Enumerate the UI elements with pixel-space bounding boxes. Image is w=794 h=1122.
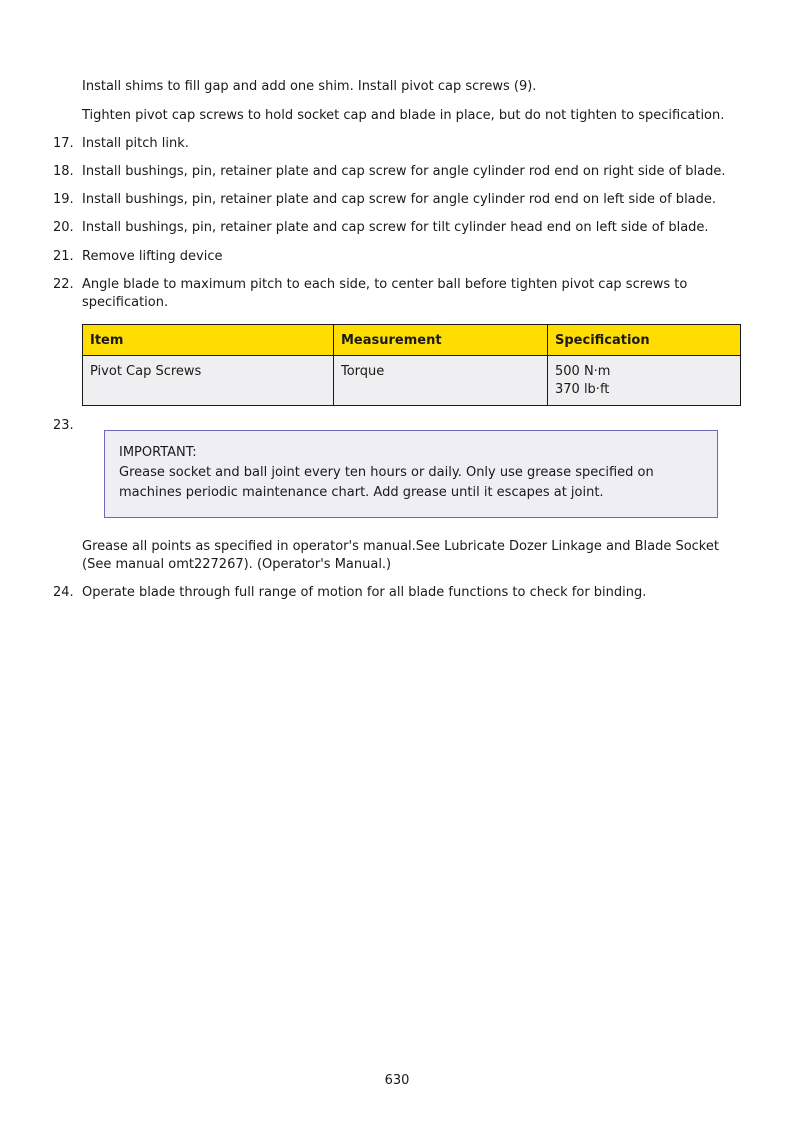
step-number: 19. [53, 192, 74, 207]
step-text: Install bushings, pin, retainer plate and cap screw for angle cylinder rod end on left side of blade. [82, 192, 717, 207]
cell-measurement: Torque [334, 356, 548, 406]
step-text: Install bushings, pin, retainer plate and cap screw for angle cylinder rod end on right side of blade. [82, 164, 726, 179]
intro-paragraph-1: Install shims to fill gap and add one shim. Install pivot cap screws (9). [82, 79, 537, 94]
header-measurement: Measurement [334, 325, 548, 356]
step-23-text: Grease all points as specified in operator's manual.See Lubricate Dozer Linkage and Blade Socket (See manual omt227267). (Operator's Manual.) [82, 539, 719, 572]
step-text: Install bushings, pin, retainer plate and cap screw for tilt cylinder head end on left side of blade. [82, 220, 709, 235]
cell-item: Pivot Cap Screws [83, 356, 334, 406]
table-header-row [83, 325, 741, 356]
spec-metric-value: 500 N·m [555, 364, 611, 379]
step-number: 17. [53, 136, 74, 151]
step-number: 24. [53, 585, 74, 600]
page-number: 630 [384, 1073, 410, 1088]
step-text: Angle blade to maximum pitch to each side, to center ball before tighten pivot cap screws to specification. [82, 277, 688, 310]
table-row [83, 356, 741, 406]
step-number: 23. [53, 418, 74, 433]
spec-imperial-value: 370 lb·ft [555, 382, 610, 397]
step-number: 18. [53, 164, 74, 179]
intro-paragraph-2: Tighten pivot cap screws to hold socket cap and blade in place, but do not tighten to specification. [82, 108, 725, 123]
step-text: Remove lifting device [82, 249, 223, 264]
important-notice [104, 430, 718, 518]
step-text: Operate blade through full range of motion for all blade functions to check for binding. [82, 585, 647, 600]
specification-table [82, 324, 741, 406]
header-specification: Specification [548, 325, 741, 356]
step-number: 21. [53, 249, 74, 264]
step-number: 22. [53, 277, 74, 292]
step-text: Install pitch link. [82, 136, 189, 151]
cell-specification [548, 356, 741, 406]
important-text: Grease socket and ball joint every ten hours or daily. Only use grease specified on machines periodic maintenance chart. Add grease until it escapes at joint. [119, 465, 654, 500]
step-number: 20. [53, 220, 74, 235]
important-label: IMPORTANT: [119, 445, 197, 460]
header-item: Item [83, 325, 334, 356]
